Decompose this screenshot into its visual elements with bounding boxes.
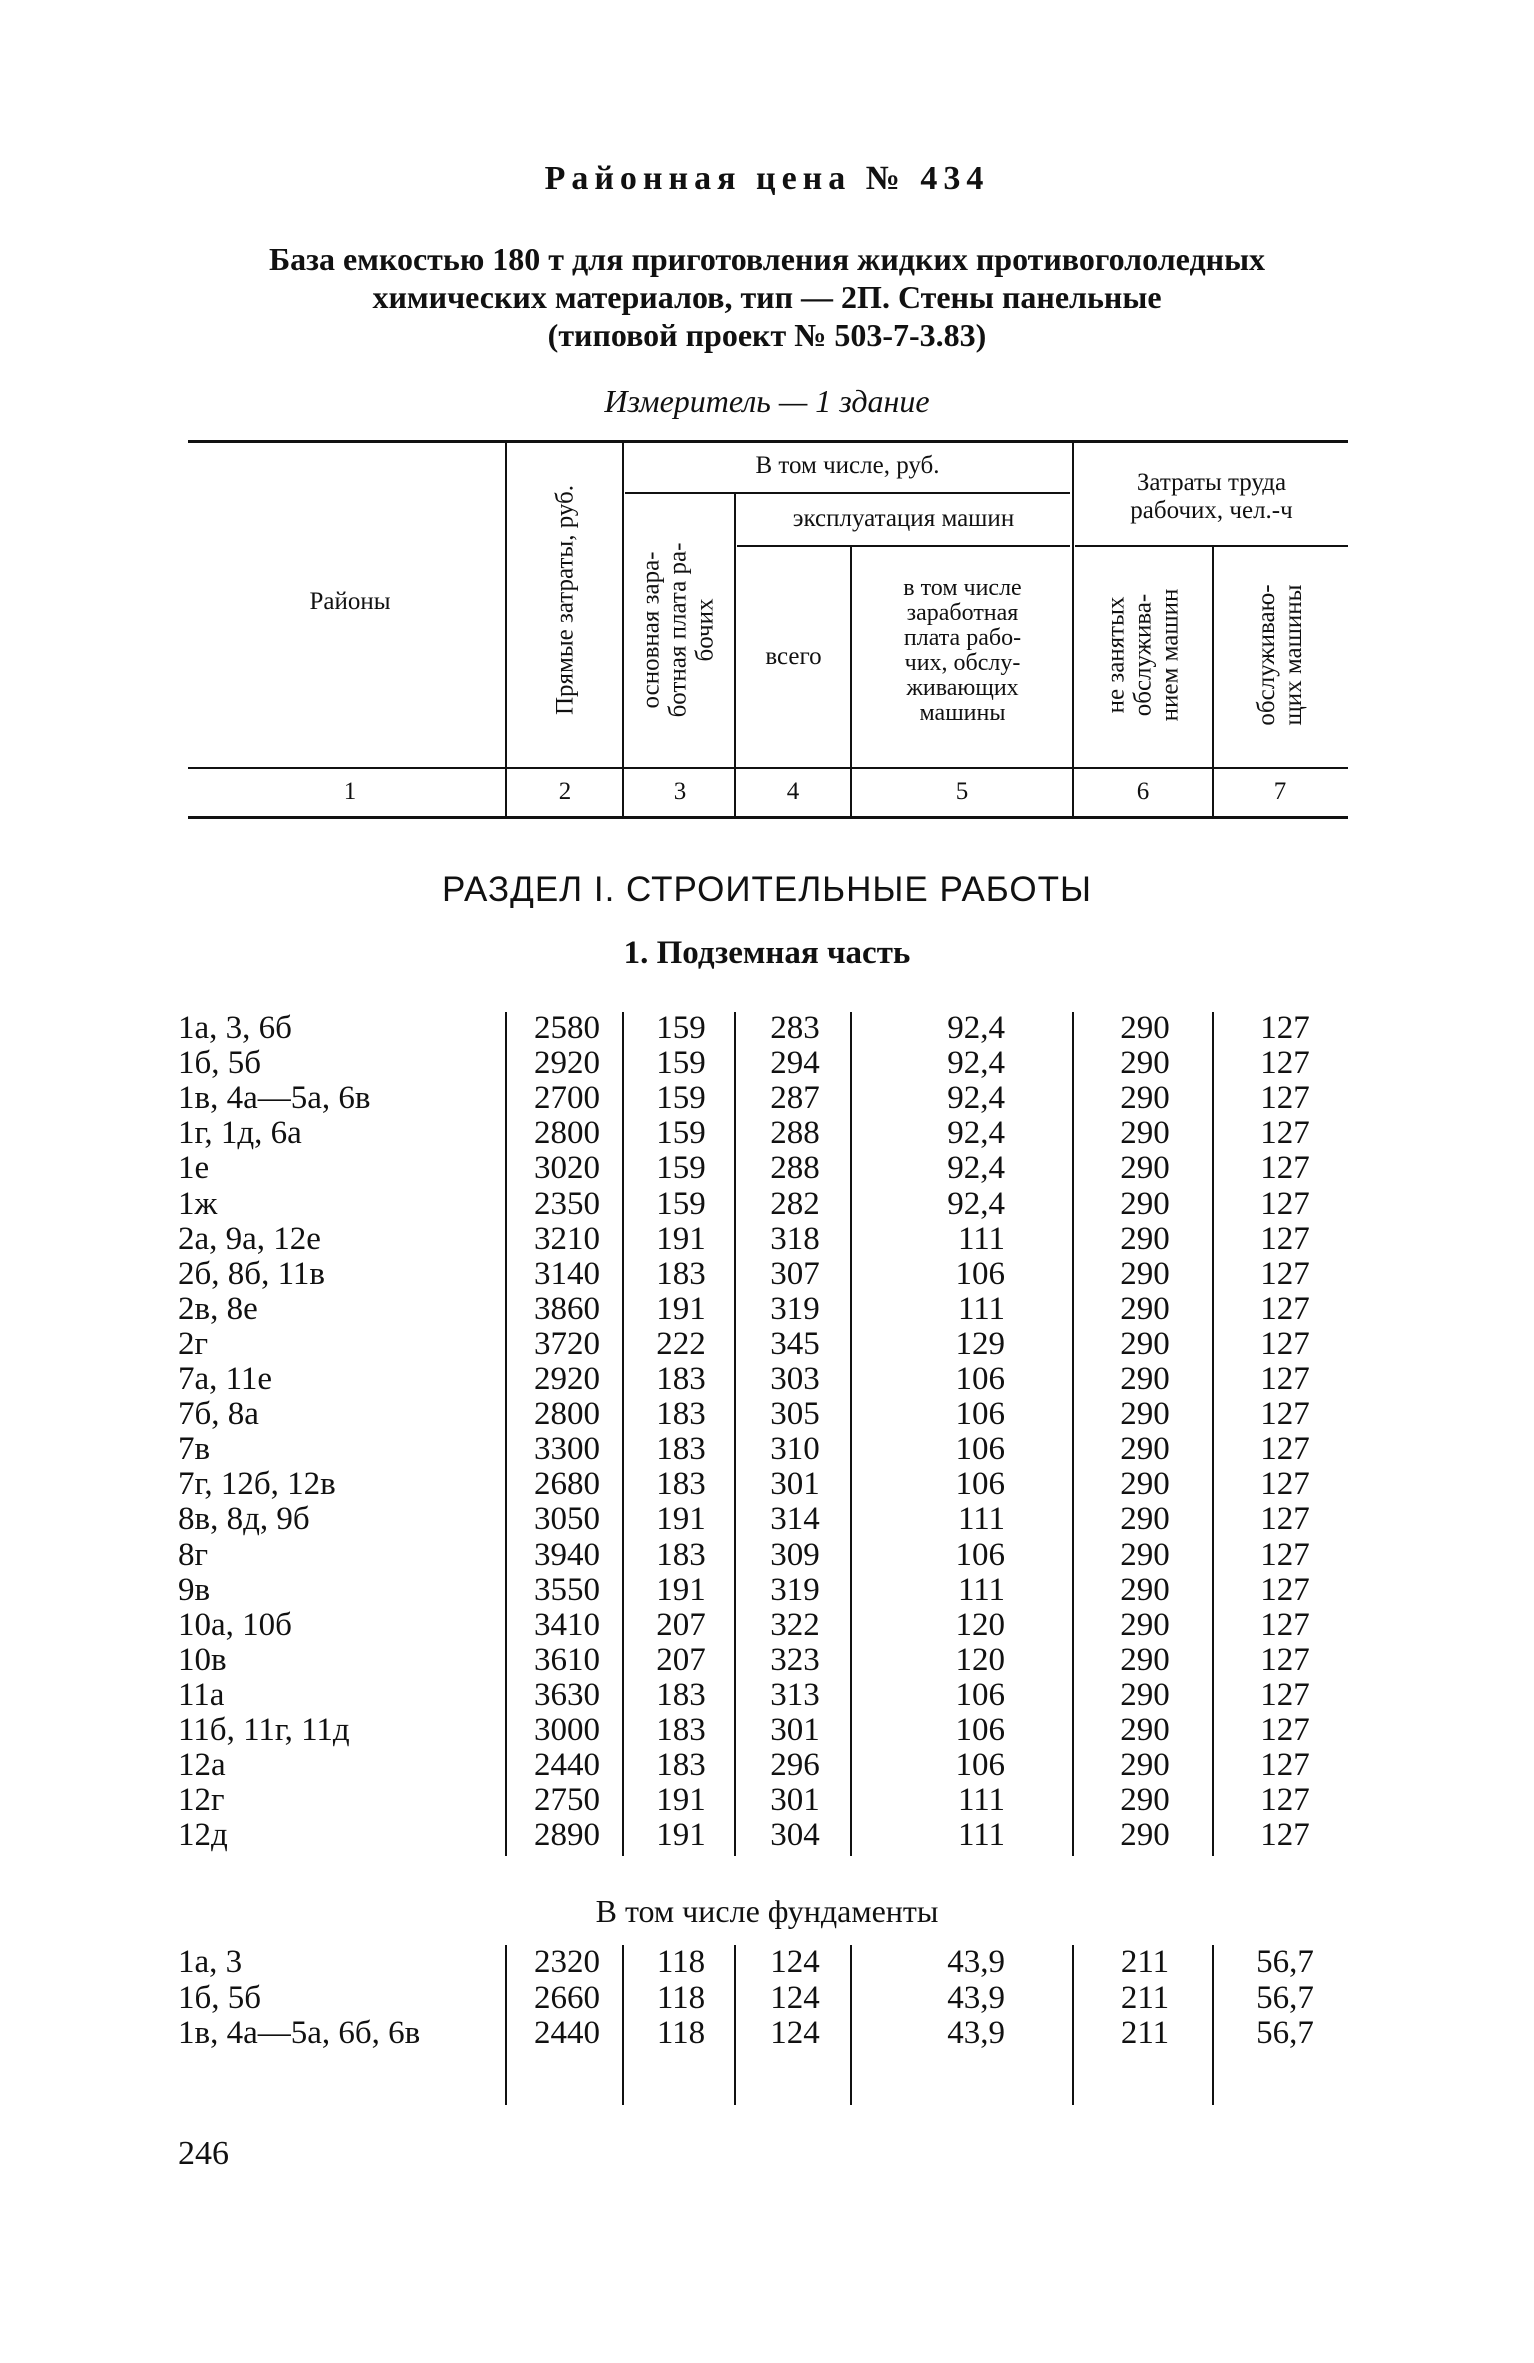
header-incl-wage: в том числе заработная плата рабо- чих, обслу- живающих машины (903, 575, 1022, 726)
labor-not-busy-cell: 290 (1120, 1255, 1170, 1292)
labor-serving-cell: 127 (1260, 1290, 1310, 1327)
machine-wage-cell: 111 (957, 1290, 1005, 1327)
machine-total-cell: 301 (770, 1466, 820, 1503)
header-top-rule (188, 440, 1348, 443)
column-number: 5 (955, 778, 969, 805)
table-row (0, 1432, 1534, 1467)
base-wage-cell: 159 (656, 1045, 706, 1082)
machine-wage-cell: 43,9 (947, 2015, 1005, 2051)
region-cell: 2а, 9а, 12е (178, 1220, 321, 1257)
region-cell: 11а (178, 1676, 225, 1713)
direct-cost-cell: 2920 (534, 1361, 600, 1397)
measure-unit: Измеритель — 1 здание (604, 383, 930, 419)
region-cell: 8в, 8д, 9б (178, 1501, 310, 1538)
direct-cost-cell: 2700 (534, 1080, 600, 1117)
machine-wage-cell: 92,4 (947, 1010, 1005, 1046)
labor-not-busy-cell: 211 (1120, 1979, 1170, 2016)
machine-wage-cell: 92,4 (947, 1080, 1005, 1117)
labor-serving-cell: 127 (1260, 1325, 1310, 1362)
table-row (0, 1783, 1534, 1818)
labor-serving-cell: 127 (1260, 1466, 1310, 1503)
base-wage-cell: 183 (656, 1712, 706, 1748)
header-divider (734, 494, 736, 817)
machine-wage-cell: 120 (955, 1606, 1005, 1643)
machine-total-cell: 124 (770, 2015, 820, 2051)
region-cell: 2в, 8е (178, 1290, 258, 1327)
foundation-title: В том числе фундаменты (595, 1893, 939, 1929)
region-cell: 1в, 4а—5а, 6б, 6в (178, 2015, 421, 2051)
labor-serving-cell: 127 (1260, 1606, 1310, 1643)
region-cell: 1а, 3, 6б (178, 1010, 292, 1046)
labor-serving-cell: 127 (1260, 1782, 1310, 1819)
base-wage-cell: 183 (656, 1747, 706, 1784)
column-number: 1 (343, 778, 357, 805)
table-row (0, 1292, 1534, 1327)
region-cell: 1б, 5б (178, 1045, 262, 1082)
direct-cost-cell: 2800 (534, 1115, 600, 1152)
region-cell: 7а, 11е (178, 1361, 273, 1397)
table-row (0, 1116, 1534, 1151)
labor-serving-cell: 127 (1260, 1220, 1310, 1257)
labor-serving-cell: 127 (1260, 1747, 1310, 1784)
direct-cost-cell: 2350 (534, 1185, 600, 1222)
region-cell: 2б, 8б, 11в (178, 1255, 325, 1292)
header-rule (625, 492, 1070, 494)
table-row (0, 1713, 1534, 1748)
machine-total-cell: 310 (770, 1431, 820, 1468)
header-divider (622, 443, 624, 817)
labor-not-busy-cell: 290 (1120, 1782, 1170, 1819)
region-cell: 1г, 1д, 6а (178, 1115, 302, 1152)
labor-not-busy-cell: 290 (1120, 1431, 1170, 1468)
labor-not-busy-cell: 290 (1120, 1641, 1170, 1678)
base-wage-cell: 191 (656, 1782, 706, 1819)
table-row (0, 1981, 1534, 2016)
base-wage-cell: 118 (656, 1979, 706, 2016)
machine-total-cell: 124 (770, 1944, 820, 1980)
header-serving-machines: обслуживаю- щих машины (1253, 584, 1307, 726)
machine-total-cell: 319 (770, 1571, 820, 1608)
direct-cost-cell: 2320 (534, 1944, 600, 1980)
column-number: 6 (1136, 778, 1150, 805)
labor-serving-cell: 127 (1260, 1045, 1310, 1082)
direct-cost-cell: 2680 (534, 1466, 600, 1503)
table-row (0, 1818, 1534, 1853)
base-wage-cell: 183 (656, 1466, 706, 1503)
machine-wage-cell: 106 (955, 1431, 1005, 1468)
labor-not-busy-cell: 290 (1120, 1536, 1170, 1573)
labor-not-busy-cell: 290 (1120, 1676, 1170, 1713)
base-wage-cell: 183 (656, 1431, 706, 1468)
labor-serving-cell: 127 (1260, 1080, 1310, 1117)
table-row (0, 1643, 1534, 1678)
table-row (0, 1151, 1534, 1186)
header-rule (188, 767, 1348, 769)
direct-cost-cell: 3610 (534, 1641, 600, 1678)
labor-serving-cell: 127 (1260, 1431, 1310, 1468)
direct-cost-cell: 3940 (534, 1536, 600, 1573)
region-cell: 12а (178, 1747, 226, 1784)
column-number: 2 (558, 778, 572, 805)
base-wage-cell: 183 (656, 1536, 706, 1573)
direct-cost-cell: 3720 (534, 1325, 600, 1362)
region-cell: 10в (178, 1641, 227, 1678)
base-wage-cell: 191 (656, 1220, 706, 1257)
base-wage-cell: 183 (656, 1255, 706, 1292)
subsection-title: 1. Подземная часть (623, 935, 911, 971)
direct-cost-cell: 2660 (534, 1979, 600, 2016)
header-bottom-rule (188, 816, 1348, 819)
table-row (0, 1945, 1534, 1980)
table-row (0, 1502, 1534, 1537)
direct-cost-cell: 2800 (534, 1396, 600, 1433)
machine-total-cell: 288 (770, 1115, 820, 1152)
labor-serving-cell: 127 (1260, 1676, 1310, 1713)
base-wage-cell: 183 (656, 1361, 706, 1397)
machine-total-cell: 322 (770, 1606, 820, 1643)
labor-not-busy-cell: 290 (1120, 1466, 1170, 1503)
region-cell: 1б, 5б (178, 1979, 262, 2016)
region-cell: 7в (178, 1431, 211, 1468)
base-wage-cell: 191 (656, 1290, 706, 1327)
header-not-busy: не занятых обслужива- нием машин (1102, 588, 1184, 722)
header-divider (1212, 547, 1214, 817)
labor-serving-cell: 127 (1260, 1150, 1310, 1187)
machine-wage-cell: 43,9 (947, 1979, 1005, 2016)
direct-cost-cell: 2750 (534, 1782, 600, 1819)
region-cell: 12г (178, 1782, 225, 1819)
table-row (0, 2016, 1534, 2051)
labor-serving-cell: 56,7 (1256, 1944, 1314, 1980)
labor-not-busy-cell: 290 (1120, 1747, 1170, 1784)
machine-wage-cell: 92,4 (947, 1115, 1005, 1152)
direct-cost-cell: 2920 (534, 1045, 600, 1082)
base-wage-cell: 191 (656, 1501, 706, 1538)
header-base-wage: основная зара- ботная плата ра- бочих (637, 542, 719, 718)
table-row (0, 1608, 1534, 1643)
labor-not-busy-cell: 290 (1120, 1712, 1170, 1748)
subtitle-line: химических материалов, тип — 2П. Стены панельные (372, 279, 1162, 315)
machine-total-cell: 303 (770, 1361, 820, 1397)
machine-total-cell: 124 (770, 1979, 820, 2016)
machine-total-cell: 305 (770, 1396, 820, 1433)
direct-cost-cell: 2890 (534, 1817, 600, 1854)
labor-serving-cell: 127 (1260, 1501, 1310, 1538)
labor-serving-cell: 127 (1260, 1641, 1310, 1678)
labor-serving-cell: 127 (1260, 1396, 1310, 1433)
subtitle-line: (типовой проект № 503-7-3.83) (547, 317, 987, 353)
machine-wage-cell: 111 (957, 1501, 1005, 1538)
labor-not-busy-cell: 290 (1120, 1150, 1170, 1187)
labor-not-busy-cell: 290 (1120, 1396, 1170, 1433)
base-wage-cell: 159 (656, 1010, 706, 1046)
machine-wage-cell: 111 (957, 1220, 1005, 1257)
header-labor-costs: Затраты труда рабочих, чел.-ч (1130, 469, 1293, 524)
header-direct-costs: Прямые затраты, руб. (551, 484, 579, 716)
machine-total-cell: 288 (770, 1150, 820, 1187)
header-total: всего (765, 643, 822, 670)
labor-not-busy-cell: 290 (1120, 1080, 1170, 1117)
machine-wage-cell: 92,4 (947, 1150, 1005, 1187)
base-wage-cell: 183 (656, 1396, 706, 1433)
base-wage-cell: 159 (656, 1150, 706, 1187)
header-divider (1072, 443, 1074, 817)
machine-wage-cell: 111 (957, 1817, 1005, 1854)
table-row (0, 1046, 1534, 1081)
header-regions: Районы (309, 588, 391, 615)
labor-not-busy-cell: 290 (1120, 1571, 1170, 1608)
column-number: 4 (786, 778, 800, 805)
machine-wage-cell: 92,4 (947, 1185, 1005, 1222)
labor-serving-cell: 127 (1260, 1817, 1310, 1854)
machine-wage-cell: 106 (955, 1676, 1005, 1713)
page-number: 246 (178, 2135, 229, 2172)
subtitle-line: База емкостью 180 т для приготовления жидких противогололедных (268, 241, 1266, 277)
region-cell: 7г, 12б, 12в (178, 1466, 336, 1503)
table-row (0, 1257, 1534, 1292)
table-row (0, 1011, 1534, 1046)
header-including-rub: В том числе, руб. (755, 452, 940, 479)
labor-not-busy-cell: 290 (1120, 1817, 1170, 1854)
machine-wage-cell: 129 (955, 1325, 1005, 1362)
table-row (0, 1362, 1534, 1397)
direct-cost-cell: 2580 (534, 1010, 600, 1046)
machine-wage-cell: 106 (955, 1466, 1005, 1503)
direct-cost-cell: 3000 (534, 1712, 600, 1748)
table-row (0, 1187, 1534, 1222)
region-cell: 11б, 11г, 11д (178, 1712, 350, 1748)
header-divider (850, 547, 852, 817)
region-cell: 1а, 3 (178, 1944, 243, 1980)
machine-wage-cell: 106 (955, 1361, 1005, 1397)
header-divider (505, 443, 507, 817)
price-title: Районная цена № 434 (544, 160, 990, 197)
direct-cost-cell: 3300 (534, 1431, 600, 1468)
base-wage-cell: 159 (656, 1080, 706, 1117)
machine-total-cell: 294 (770, 1045, 820, 1082)
labor-not-busy-cell: 290 (1120, 1325, 1170, 1362)
table-row (0, 1678, 1534, 1713)
base-wage-cell: 207 (656, 1606, 706, 1643)
header-rule (737, 545, 1070, 547)
labor-serving-cell: 127 (1260, 1536, 1310, 1573)
labor-not-busy-cell: 290 (1120, 1290, 1170, 1327)
column-number: 3 (673, 778, 687, 805)
machine-total-cell: 287 (770, 1080, 820, 1117)
direct-cost-cell: 3140 (534, 1255, 600, 1292)
labor-serving-cell: 56,7 (1256, 2015, 1314, 2051)
base-wage-cell: 191 (656, 1571, 706, 1608)
labor-serving-cell: 127 (1260, 1010, 1310, 1046)
machine-wage-cell: 106 (955, 1396, 1005, 1433)
machine-wage-cell: 106 (955, 1712, 1005, 1748)
machine-total-cell: 301 (770, 1712, 820, 1748)
direct-cost-cell: 3050 (534, 1501, 600, 1538)
labor-not-busy-cell: 290 (1120, 1220, 1170, 1257)
labor-serving-cell: 56,7 (1256, 1979, 1314, 2016)
table-row (0, 1222, 1534, 1257)
base-wage-cell: 207 (656, 1641, 706, 1678)
machine-total-cell: 304 (770, 1817, 820, 1854)
direct-cost-cell: 3860 (534, 1290, 600, 1327)
machine-wage-cell: 92,4 (947, 1045, 1005, 1082)
region-cell: 8г (178, 1536, 209, 1573)
machine-wage-cell: 106 (955, 1747, 1005, 1784)
base-wage-cell: 183 (656, 1676, 706, 1713)
labor-serving-cell: 127 (1260, 1571, 1310, 1608)
document-subtitle (150, 240, 1384, 354)
machine-total-cell: 318 (770, 1220, 820, 1257)
machine-total-cell: 345 (770, 1325, 820, 1362)
labor-serving-cell: 127 (1260, 1361, 1310, 1397)
section-title: РАЗДЕЛ I. СТРОИТЕЛЬНЫЕ РАБОТЫ (442, 870, 1092, 909)
machine-wage-cell: 111 (957, 1571, 1005, 1608)
machine-total-cell: 296 (770, 1747, 820, 1784)
labor-not-busy-cell: 290 (1120, 1115, 1170, 1152)
labor-not-busy-cell: 290 (1120, 1010, 1170, 1046)
region-cell: 10а, 10б (178, 1606, 292, 1643)
table-row (0, 1467, 1534, 1502)
table-row (0, 1748, 1534, 1783)
labor-serving-cell: 127 (1260, 1185, 1310, 1222)
machine-wage-cell: 43,9 (947, 1944, 1005, 1980)
machine-total-cell: 307 (770, 1255, 820, 1292)
labor-serving-cell: 127 (1260, 1255, 1310, 1292)
table-row (0, 1397, 1534, 1432)
machine-wage-cell: 120 (955, 1641, 1005, 1678)
machine-total-cell: 313 (770, 1676, 820, 1713)
machine-wage-cell: 106 (955, 1536, 1005, 1573)
labor-not-busy-cell: 290 (1120, 1045, 1170, 1082)
machine-total-cell: 319 (770, 1290, 820, 1327)
base-wage-cell: 191 (656, 1817, 706, 1854)
direct-cost-cell: 3210 (534, 1220, 600, 1257)
labor-serving-cell: 127 (1260, 1115, 1310, 1152)
base-wage-cell: 159 (656, 1185, 706, 1222)
machine-total-cell: 283 (770, 1010, 820, 1046)
region-cell: 7б, 8а (178, 1396, 259, 1433)
region-cell: 1е (178, 1150, 210, 1187)
machine-total-cell: 309 (770, 1536, 820, 1573)
direct-cost-cell: 2440 (534, 2015, 600, 2051)
direct-cost-cell: 3020 (534, 1150, 600, 1187)
region-cell: 1ж (178, 1185, 218, 1222)
region-cell: 1в, 4а—5а, 6в (178, 1080, 371, 1117)
region-cell: 9в (178, 1571, 211, 1608)
table-row (0, 1573, 1534, 1608)
labor-not-busy-cell: 290 (1120, 1606, 1170, 1643)
base-wage-cell: 118 (656, 1944, 706, 1980)
base-wage-cell: 222 (656, 1325, 706, 1362)
column-number: 7 (1273, 778, 1287, 805)
table-row (0, 1538, 1534, 1573)
labor-not-busy-cell: 211 (1120, 1944, 1170, 1980)
direct-cost-cell: 3630 (534, 1676, 600, 1713)
labor-not-busy-cell: 290 (1120, 1501, 1170, 1538)
table-row (0, 1327, 1534, 1362)
machine-total-cell: 314 (770, 1501, 820, 1538)
table-row (0, 1081, 1534, 1116)
labor-not-busy-cell: 290 (1120, 1361, 1170, 1397)
header-machine-operation: эксплуатация машин (792, 505, 1015, 532)
machine-wage-cell: 106 (955, 1255, 1005, 1292)
base-wage-cell: 118 (656, 2015, 706, 2051)
labor-not-busy-cell: 211 (1120, 2015, 1170, 2051)
machine-total-cell: 282 (770, 1185, 820, 1222)
region-cell: 12д (178, 1817, 228, 1854)
machine-total-cell: 323 (770, 1641, 820, 1678)
machine-wage-cell: 111 (957, 1782, 1005, 1819)
labor-serving-cell: 127 (1260, 1712, 1310, 1748)
direct-cost-cell: 2440 (534, 1747, 600, 1784)
region-cell: 2г (178, 1325, 209, 1362)
labor-not-busy-cell: 290 (1120, 1185, 1170, 1222)
direct-cost-cell: 3550 (534, 1571, 600, 1608)
base-wage-cell: 159 (656, 1115, 706, 1152)
machine-total-cell: 301 (770, 1782, 820, 1819)
direct-cost-cell: 3410 (534, 1606, 600, 1643)
